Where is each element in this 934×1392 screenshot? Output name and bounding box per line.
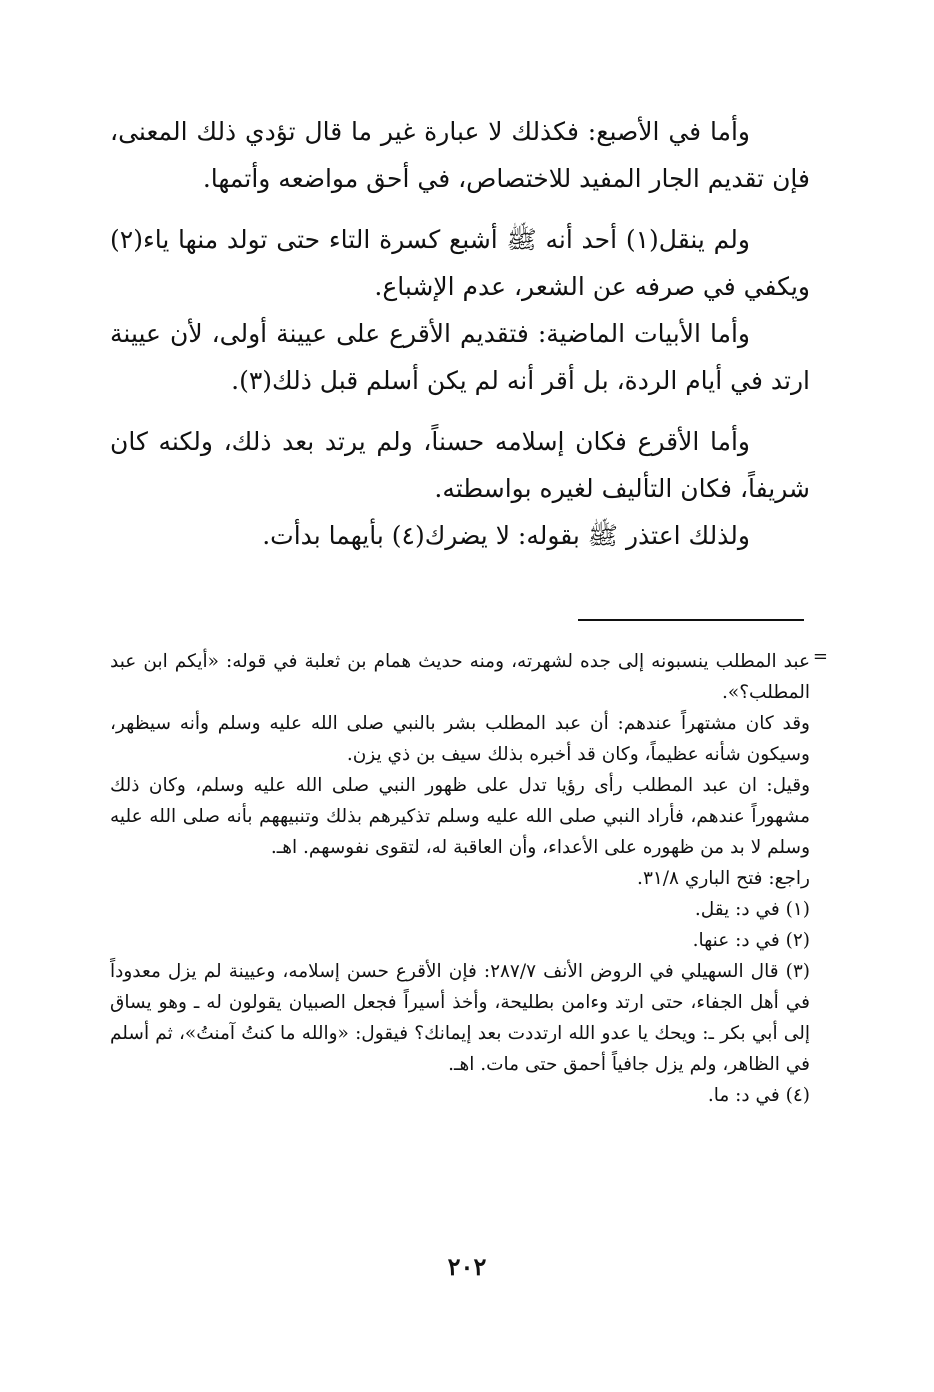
paragraph-4: وأما الأقرع فكان إسلامه حسناً، ولم يرتد بعد ذلك، ولكنه كان شريفاً، فكان التأليف لغيره بواسطته. (110, 427, 810, 503)
paragraph-2: ولم ينقل(١) أحد أنه ﷺ أشبع كسرة التاء حتى تولد منها ياء(٢) ويكفي في صرفه عن الشعر، عدم الإشباع. (110, 225, 810, 301)
footnote-source: راجع: فتح الباري ٣١/٨. (637, 868, 810, 889)
footnote-continuation-2: وقد كان مشتهراً عندهم: أن عبد المطلب بشر بالنبي صلى الله عليه وسلم وأنه سيظهر، وسيكون شأنه عظيماً، وكان قد أخبره بذلك سيف بن ذي يزن. (110, 713, 810, 765)
footnote-1: (١) في د: يقل. (694, 899, 810, 920)
paragraph-3: وأما الأبيات الماضية: فتقديم الأقرع على عيينة أولى، لأن عيينة ارتد في أيام الردة، بل أقر أنه لم يكن أسلم قبل ذلك(٣). (110, 319, 810, 395)
paragraph-1: وأما في الأصبع: فكذلك لا عبارة غير ما قال تؤدي ذلك المعنى، فإن تقديم الجار المفيد للاختصاص، في أحق مواضعه وأتمها. (110, 117, 810, 193)
main-text (110, 108, 810, 559)
paragraph-5: ولذلك اعتذر ﷺ بقوله: لا يضرك(٤) بأيهما بدأت. (262, 521, 750, 550)
footnote-continuation-1: عبد المطلب ينسبونه إلى جده لشهرته، ومنه حديث همام بن ثعلبة في قوله: «أيكم ابن عبد المطلب؟». (110, 651, 810, 703)
footnote-3: (٣) قال السهيلي في الروض الأنف ٢٨٧/٧: فإن الأقرع حسن إسلامه، وعيينة لم يزل معدوداً في أهل الجفاء، حتى ارتد وءامن بطليحة، وأخذ أسيراً فجعل الصبيان يقولون له ـ وهو يساق إلى أبي بكر ـ: ويحك يا عدو الله ارتددت بعد إيمانك؟ فيقول: «والله ما كنتُ آمنتُ»، ثم أسلم في الظاهر، ولم يزل جافياً أحمق حتى مات. اهـ. (110, 961, 810, 1075)
footnotes (110, 646, 828, 1111)
footnote-divider (578, 619, 804, 621)
footnote-2: (٢) في د: عنها. (692, 930, 810, 951)
footnote-4: (٤) في د: ما. (707, 1085, 810, 1106)
continuation-mark: = (812, 646, 828, 667)
footnote-continuation-3: وقيل: ان عبد المطلب رأى رؤيا تدل على ظهور النبي صلى الله عليه وسلم، وكان ذلك مشهوراً عندهم، فأراد النبي صلى الله عليه وسلم تذكيرهم بذلك وتنبيههم بأنه صلى الله عليه وسلم لا بد من ظهوره على الأعداء، وأن العاقبة له، لتقوى نفوسهم. اهـ. (110, 775, 810, 858)
page-number: ٢٠٢ (447, 1252, 487, 1281)
